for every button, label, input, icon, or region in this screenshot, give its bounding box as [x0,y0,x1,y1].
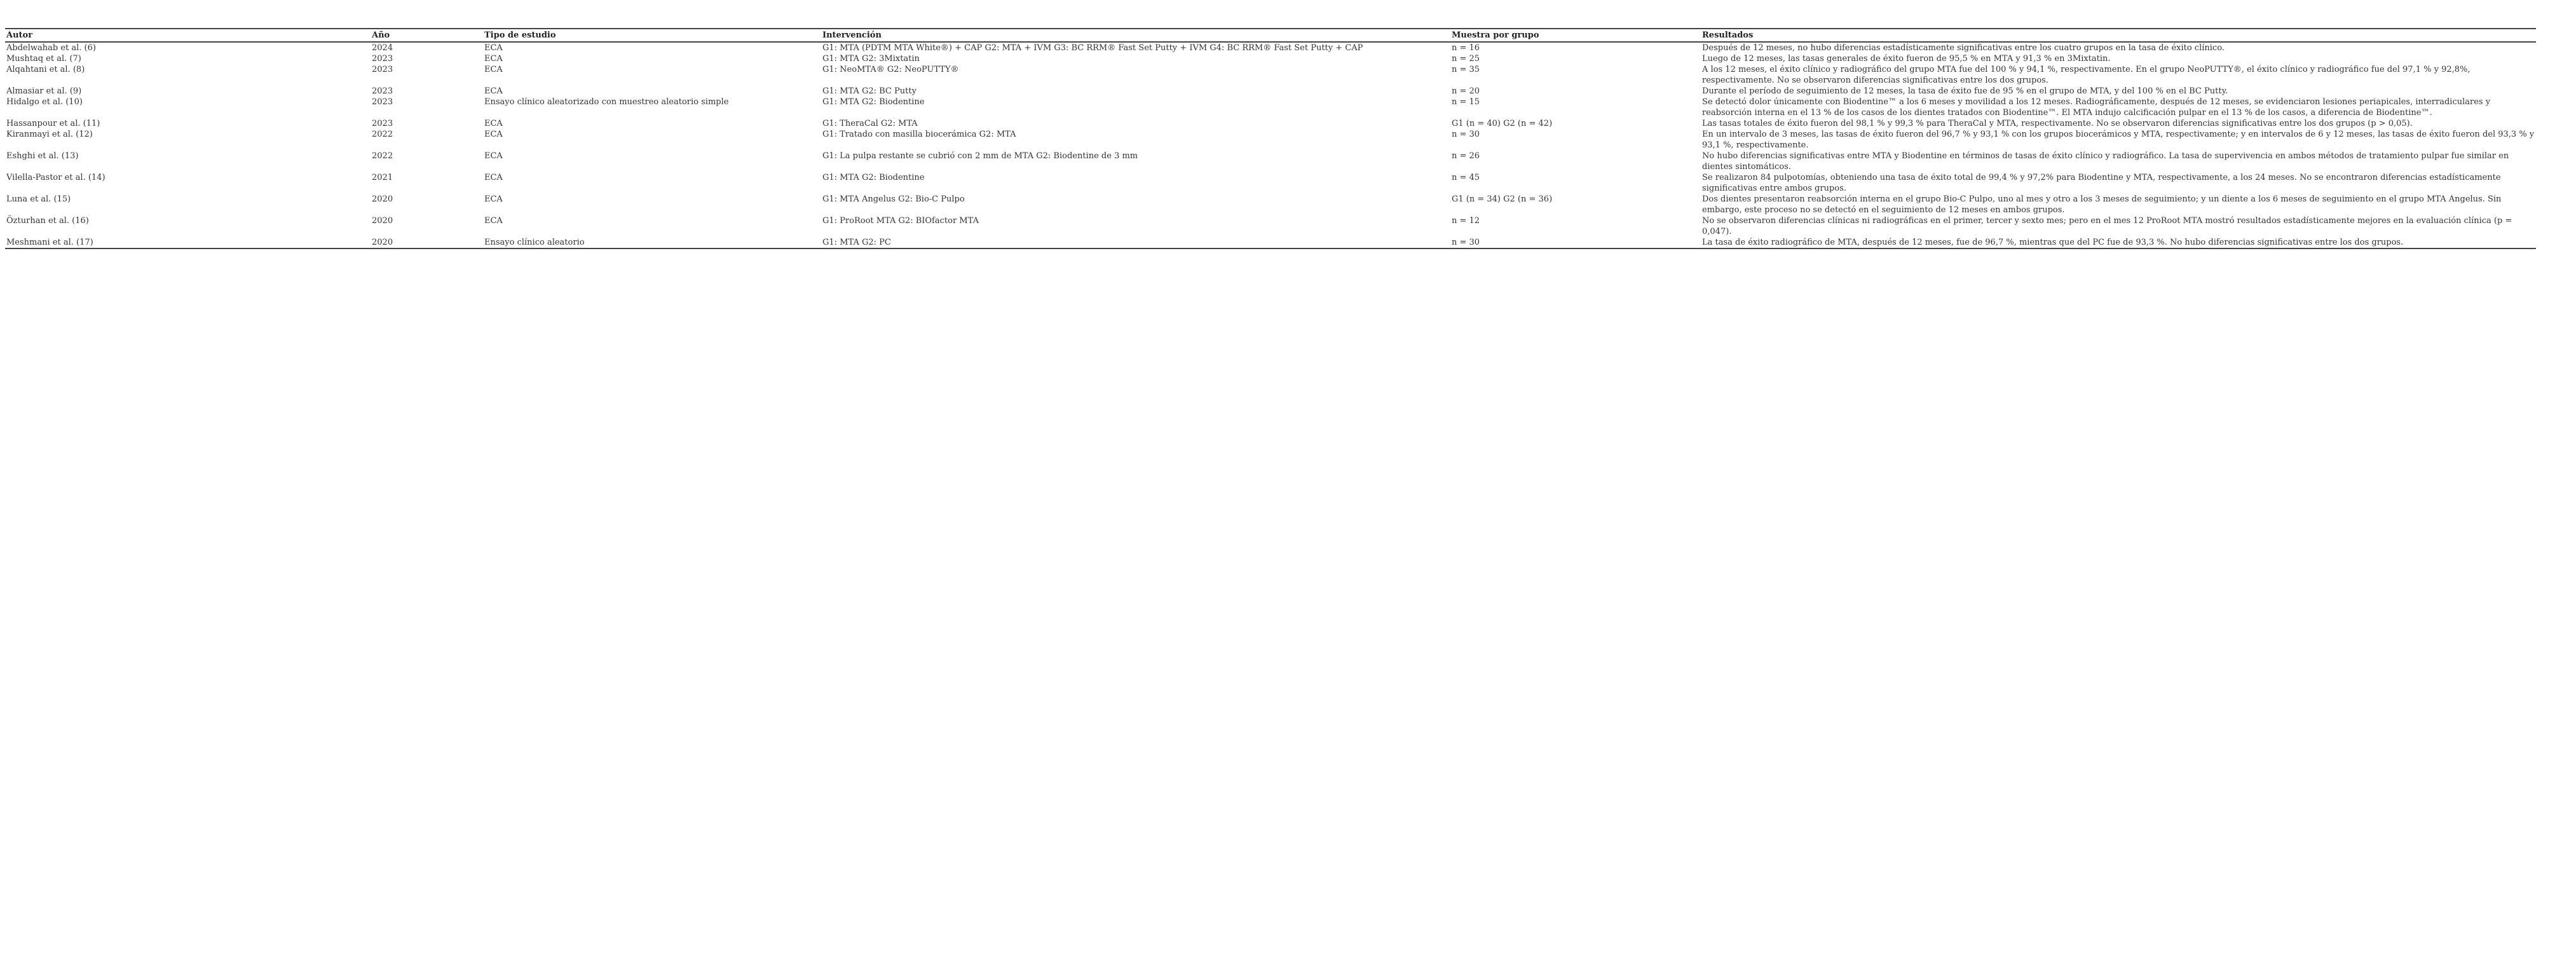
cell-intervencion: G1: Tratado con masilla biocerámica G2: MTA [822,130,1016,139]
cell-intervencion: G1: MTA G2: PC [822,238,891,247]
cell-tipo: ECA [484,151,503,161]
cell-resultados: Las tasas totales de éxito fueron del 98,1 % y 99,3 % para TheraCal y MTA, respectivamente. No se observaron diferencias significativas entre los dos grupos (p > 0,05). [1702,119,2413,128]
cell-resultados: Después de 12 meses, no hubo diferencias estadísticamente significativas entre los cuatro grupos en la tasa de éxito clínico. [1702,43,2225,53]
cell-autor: Eshghi et al. (13) [6,151,79,161]
header-row [5,29,2536,42]
table-row [5,97,2536,118]
cell-anio: 2023 [372,97,393,107]
cell-intervencion: G1: TheraCal G2: MTA [822,119,918,128]
cell-resultados: A los 12 meses, el éxito clínico y radiográfico del grupo MTA fue del 100 % y 94,1 %, respectivamente. En el grupo NeoPUTTY®, el éxito clínico y radiográfico fue del 97,1 % y 92,8%, respectivamente. No se observaron diferencias significativas entre los dos grupos. [1702,65,2470,85]
table-row [5,151,2536,172]
cell-tipo: ECA [484,130,503,139]
cell-resultados: Dos dientes presentaron reabsorción interna en el grupo Bio-C Pulpo, uno al mes y otro a los 3 meses de seguimiento; y un diente a los 6 meses de seguimiento en el grupo MTA Angelus. Sin embargo, este proceso no se detectó en el seguimiento de 12 meses en ambos grupos. [1702,194,2502,215]
cell-muestra: n = 26 [1452,151,1480,161]
table-row [5,64,2536,86]
cell-resultados: No hubo diferencias significativas entre MTA y Biodentine en términos de tasas de éxito clínico y radiográfico. La tasa de supervivencia en ambos métodos de tratamiento pulpar fue similar en dientes sintomáticos. [1702,151,2509,172]
cell-autor: Abdelwahab et al. (6) [6,43,96,53]
header-anio: Año [372,31,390,40]
cell-tipo: ECA [484,86,503,96]
cell-autor: Hidalgo et al. (10) [6,97,83,107]
header-resultados: Resultados [1702,31,1754,40]
cell-anio: 2024 [372,43,393,53]
cell-tipo: ECA [484,43,503,53]
cell-tipo: Ensayo clínico aleatorio [484,238,585,247]
cell-tipo: ECA [484,173,503,182]
cell-muestra: n = 16 [1452,43,1480,53]
cell-autor: Alqahtani et al. (8) [6,65,85,74]
cell-anio: 2023 [372,86,393,96]
cell-muestra: n = 30 [1452,238,1480,247]
cell-muestra: G1 (n = 40) G2 (n = 42) [1452,119,1553,128]
table-row [5,129,2536,151]
table-body [5,42,2536,248]
cell-resultados: La tasa de éxito radiográfico de MTA, después de 12 meses, fue de 96,7 %, mientras que del PC fue de 93,3 %. No hubo diferencias significativas entre los dos grupos. [1702,238,2404,247]
cell-anio: 2023 [372,54,393,64]
table-row [5,53,2536,64]
cell-anio: 2021 [372,173,393,182]
cell-intervencion: G1: NeoMTA® G2: NeoPUTTY® [822,65,959,74]
cell-resultados: En un intervalo de 3 meses, las tasas de éxito fueron del 96,7 % y 93,1 % con los grupos biocerámicos y MTA, respectivamente; y en intervalos de 6 y 12 meses, las tasas de éxito fueron del 93,3 % y 93,1 %, respectivamente. [1702,130,2535,150]
cell-intervencion: G1: MTA G2: 3Mixtatin [822,54,920,64]
header-autor: Autor [6,31,33,40]
cell-resultados: Durante el período de seguimiento de 12 meses, la tasa de éxito fue de 95 % en el grupo de MTA, y del 100 % en el BC Putty. [1702,86,2228,96]
cell-autor: Mushtaq et al. (7) [6,54,81,64]
cell-autor: Almasiar et al. (9) [6,86,82,96]
cell-tipo: ECA [484,194,503,204]
table-row [5,42,2536,53]
cell-anio: 2020 [372,194,393,204]
cell-autor: Luna et al. (15) [6,194,71,204]
cell-anio: 2022 [372,130,393,139]
table-row [5,86,2536,97]
table-header [5,29,2536,42]
cell-muestra: G1 (n = 34) G2 (n = 36) [1452,194,1553,204]
cell-anio: 2023 [372,65,393,74]
cell-anio: 2023 [372,119,393,128]
table-row [5,118,2536,129]
cell-resultados: No se observaron diferencias clínicas ni radiográficas en el primer, tercer y sexto mes; pero en el mes 12 ProRoot MTA mostró resultados estadísticamente mejores en la evaluación clínica (p = 0,047). [1702,216,2512,236]
table-row [5,194,2536,215]
cell-muestra: n = 25 [1452,54,1480,64]
cell-autor: Hassanpour et al. (11) [6,119,100,128]
cell-tipo: ECA [484,54,503,64]
cell-tipo: Ensayo clínico aleatorizado con muestreo aleatorio simple [484,97,729,107]
cell-intervencion: G1: MTA G2: BC Putty [822,86,917,96]
cell-autor: Kiranmayi et al. (12) [6,130,93,139]
cell-intervencion: G1: La pulpa restante se cubrió con 2 mm de MTA G2: Biodentine de 3 mm [822,151,1138,161]
cell-muestra: n = 12 [1452,216,1480,226]
cell-anio: 2022 [372,151,393,161]
cell-resultados: Se detectó dolor únicamente con Biodentine™ a los 6 meses y movilidad a los 12 meses. Radiográficamente, después de 12 meses, se evidenciaron lesiones periapicales, interradiculares y reabsorción interna en el 13 % de los casos de los dientes tratados con Biodentine™. El MTA indujo calcificación pulpar en el 13 % de los casos, a diferencia de Biodentine™. [1702,97,2491,118]
table-row [5,237,2536,248]
cell-autor: Meshmani et al. (17) [6,238,93,247]
header-tipo-estudio: Tipo de estudio [484,31,556,40]
cell-tipo: ECA [484,65,503,74]
cell-muestra: n = 30 [1452,130,1480,139]
cell-anio: 2020 [372,216,393,226]
cell-autor: Vilella-Pastor et al. (14) [6,173,106,182]
header-muestra: Muestra por grupo [1452,31,1539,40]
cell-intervencion: G1: MTA (PDTM MTA White®) + CAP G2: MTA + IVM G3: BC RRM® Fast Set Putty + IVM G4: BC RRM® Fast Set Putty + CAP [822,43,1363,53]
cell-intervencion: G1: MTA Angelus G2: Bio-C Pulpo [822,194,965,204]
table-row [5,172,2536,194]
cell-intervencion: G1: MTA G2: Biodentine [822,173,925,182]
cell-anio: 2020 [372,238,393,247]
studies-table [5,28,2536,249]
cell-intervencion: G1: MTA G2: Biodentine [822,97,925,107]
header-intervencion: Intervención [822,31,882,40]
cell-tipo: ECA [484,119,503,128]
studies-table-container [5,28,2536,249]
cell-muestra: n = 20 [1452,86,1480,96]
table-row [5,215,2536,237]
cell-autor: Özturhan et al. (16) [6,216,89,226]
cell-muestra: n = 45 [1452,173,1480,182]
cell-tipo: ECA [484,216,503,226]
cell-resultados: Luego de 12 meses, las tasas generales de éxito fueron de 95,5 % en MTA y 91,3 % en 3Mixtatin. [1702,54,2111,64]
cell-muestra: n = 35 [1452,65,1480,74]
cell-resultados: Se realizaron 84 pulpotomías, obteniendo una tasa de éxito total de 99,4 % y 97,2% para Biodentine y MTA, respectivamente, a los 24 meses. No se encontraron diferencias estadísticamente significativas entre ambos grupos. [1702,173,2501,193]
cell-intervencion: G1: ProRoot MTA G2: BIOfactor MTA [822,216,979,226]
cell-muestra: n = 15 [1452,97,1480,107]
